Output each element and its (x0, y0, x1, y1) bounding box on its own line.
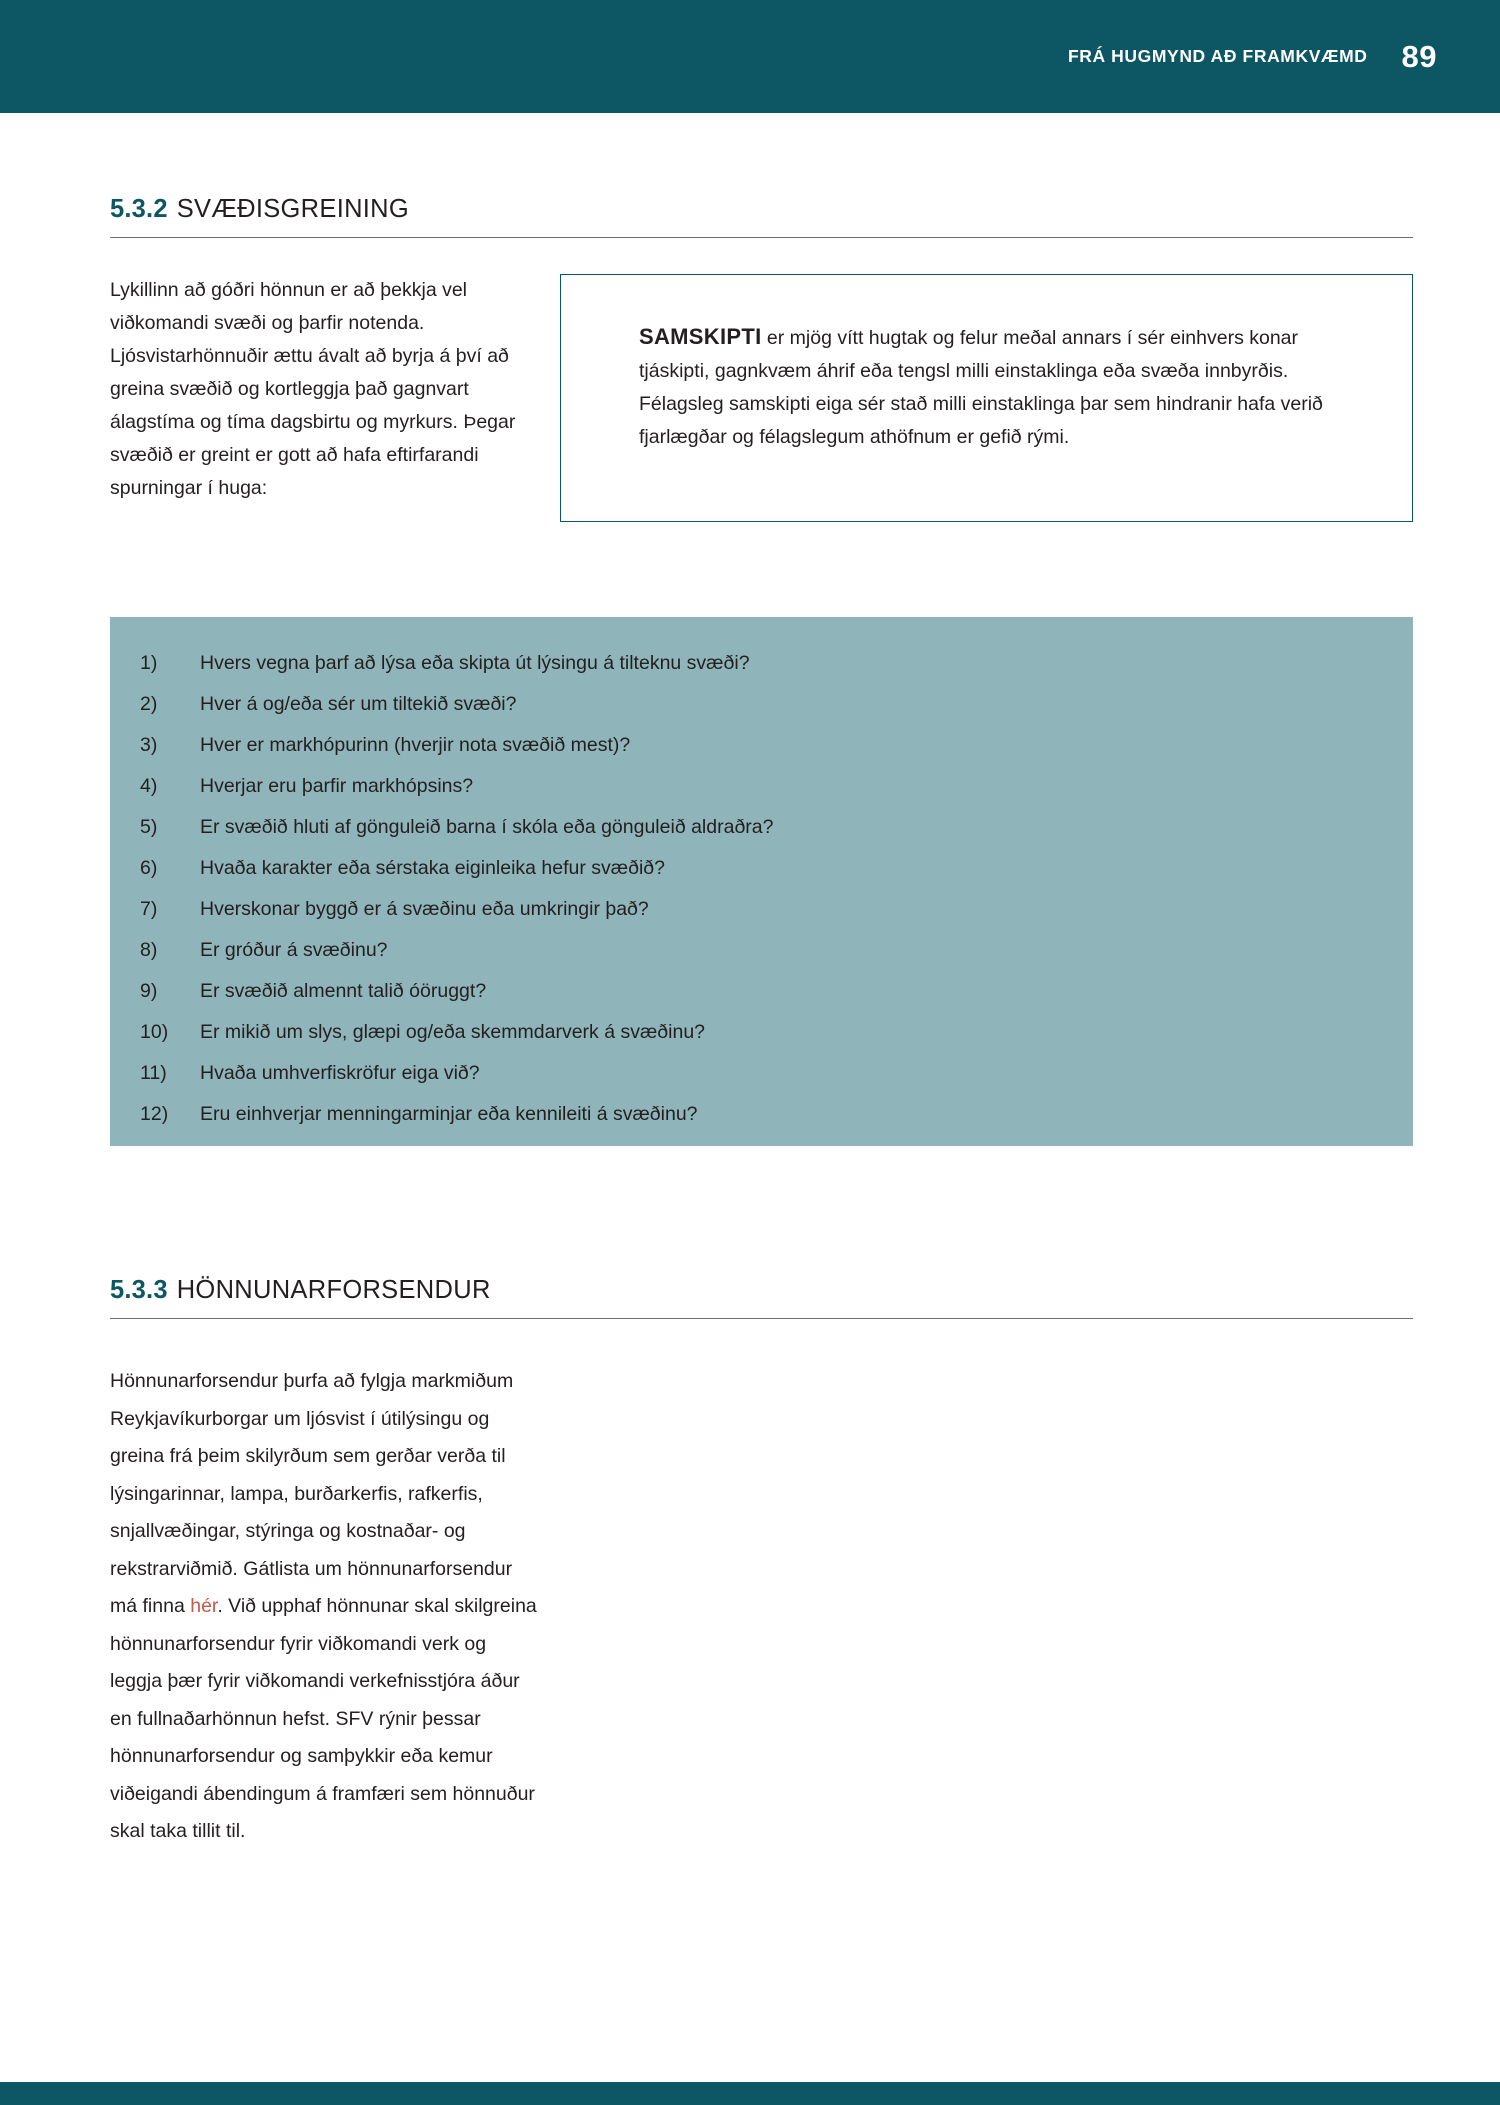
section-title: HÖNNUNARFORSENDUR (176, 1276, 491, 1304)
list-item-text: Hvaða karakter eða sérstaka eiginleika hefur svæðið? (200, 857, 666, 879)
section-heading-svaedisgreining (110, 195, 1413, 224)
list-item (110, 1090, 1413, 1139)
list-item-number: 12) (140, 1103, 169, 1125)
list-item-number: 6) (140, 857, 158, 879)
list-item-text: Er svæðið hluti af gönguleið barna í skóla eða gönguleið aldraðra? (200, 816, 774, 838)
list-item-number: 8) (140, 939, 158, 961)
list-item-text: Hvaða umhverfiskröfur eiga við? (200, 1062, 480, 1084)
samskipti-callout (560, 274, 1413, 522)
callout-text (561, 275, 1412, 454)
callout-lead-word: SAMSKIPTI (639, 324, 762, 349)
section-number: 5.3.3 (110, 1276, 168, 1304)
callout-body: er mjög vítt hugtak og felur meðal annars í sér einhvers konar tjáskipti, gagnkvæm áhrif eða tengsl milli einstaklinga eða svæða innbyrðis. Félagsleg samskipti eiga sér stað milli einstaklinga þar sem hindranir hafa verið fjarlægðar og félagslegum athöfnum er gefið rými. (639, 327, 1323, 448)
list-item-text: Hver á og/eða sér um tiltekið svæði? (200, 693, 517, 715)
list-item-number: 11) (140, 1062, 167, 1084)
list-item-number: 1) (140, 652, 158, 674)
heading-divider (110, 237, 1413, 238)
list-item-text: Eru einhverjar menningarminjar eða kennileiti á svæðinu? (200, 1103, 698, 1125)
paragraph-part-1: Hönnunarforsendur þurfa að fylgja markmiðum Reykjavíkurborgar um ljósvist í útilýsingu og greina frá þeim skilyrðum sem gerðar verða til lýsingarinnar, lampa, burðarkerfis, rafkerfis, snjallvæðingar, stýringa og kostnaðar- og rekstrarviðmið. Gátlista um hönnunarforsendur má finna (110, 1370, 514, 1617)
list-item-text: Er gróður á svæðinu? (200, 939, 388, 961)
list-item-text: Hverskonar byggð er á svæðinu eða umkringir það? (200, 898, 649, 920)
section-title: SVÆÐISGREINING (176, 195, 410, 223)
page-number: 89 (1401, 38, 1437, 74)
heading-divider (110, 1318, 1413, 1319)
page-body (0, 113, 1500, 2105)
list-item-text: Hverjar eru þarfir markhópsins? (200, 775, 474, 797)
list-item-number: 2) (140, 693, 158, 715)
page-footer-strip (0, 2082, 1500, 2105)
list-item-text: Hvers vegna þarf að lýsa eða skipta út lýsingu á tilteknu svæði? (200, 652, 750, 674)
list-item-text: Er mikið um slys, glæpi og/eða skemmdarverk á svæðinu? (200, 1021, 706, 1043)
list-item-number: 4) (140, 775, 158, 797)
section-number: 5.3.2 (110, 195, 168, 223)
list-item-number: 5) (140, 816, 158, 838)
list-item-number: 9) (140, 980, 158, 1002)
gatlisti-link[interactable]: hér (190, 1595, 218, 1617)
page-header (0, 0, 1500, 113)
list-item-text: Er svæðið almennt talið óöruggt? (200, 980, 487, 1002)
paragraph-part-2: . Við upphaf hönnunar skal skilgreina hönnunarforsendur fyrir viðkomandi verk og leggja þær fyrir viðkomandi verkefnisstjóra áður en fullnaðarhönnun hefst. SFV rýnir þessar hönnunarforsendur og samþykkir eða kemur viðeigandi ábendingum á framfæri sem hönnuður skal taka tillit til. (110, 1595, 537, 1842)
honnunarforsendur-paragraph (110, 1363, 540, 1851)
list-item-number: 7) (140, 898, 158, 920)
list-item-number: 3) (140, 734, 158, 756)
list-item-text: Hver er markhópurinn (hverjir nota svæðið mest)? (200, 734, 631, 756)
header-title: FRÁ HUGMYND AÐ FRAMKVÆMD (1067, 46, 1368, 66)
section-heading-honnunarforsendur (110, 1276, 1413, 1305)
question-list-panel (110, 617, 1413, 1146)
intro-paragraph: Lykillinn að góðri hönnun er að þekkja vel viðkomandi svæði og þarfir notenda. Ljósvistarhönnuðir ættu ávalt að byrja á því að greina svæðið og kortleggja það gagnvart álagstíma og tíma dagsbirtu og myrkurs. Þegar svæðið er greint er gott að hafa eftirfarandi spurningar í huga: (110, 279, 516, 499)
list-item-number: 10) (140, 1021, 169, 1043)
